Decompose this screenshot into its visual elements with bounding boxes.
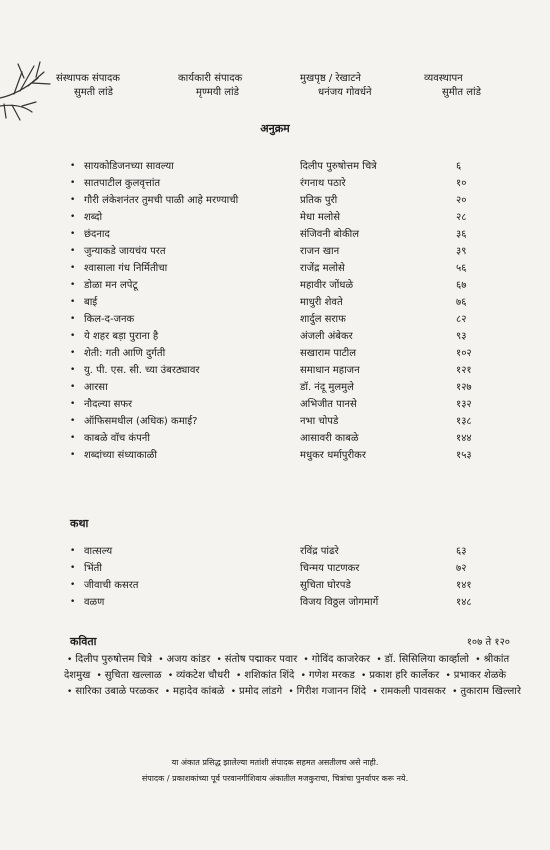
contents-entry [70,158,510,175]
katha-heading: कथा [70,517,89,530]
editorial-credits [56,72,526,118]
entry-author: विजय विठ्ठल जोगमार्गे [300,597,379,608]
entry-title: वात्सल्य [84,546,113,557]
contents-entry [70,175,510,192]
bullet-icon: • [70,365,76,375]
bullet-icon: • [361,671,367,681]
bullet-icon: • [67,655,73,665]
entry-page-number: ६७ [456,280,467,291]
entry-author: चिन्मय पाटणकर [300,563,360,574]
editorial-credit [56,72,120,100]
entry-title: जीवाची कसरत [84,580,139,591]
poet-name: सुचिता खल्लाळ [104,670,162,681]
editorial-role: कार्यकारी संपादक [178,73,243,84]
entry-page-number: २८ [456,212,467,223]
entry-author: मधुकर धर्मापुरीकर [300,450,366,461]
contents-entry [70,226,510,243]
bullet-icon: • [70,416,76,426]
entry-title: छंदनाद [84,229,110,240]
contents-entry [70,447,510,464]
entry-author: राजेंद्र मलोसे [300,263,345,274]
contents-entry [70,543,510,560]
entry-page-number: १०२ [456,348,472,359]
entry-author: सखाराम पाटील [300,348,357,359]
bullet-icon: • [300,671,306,681]
poet-name: डॉ. सिसिलिया कार्व्हालो [384,654,470,665]
entry-page-number: ३६ [456,229,467,240]
poet-name: रामकली पावसकर [380,686,446,697]
entry-title: ये शहर बड़ा पुराना है [84,331,159,342]
entry-title: शब्दांच्या संध्याकाळी [84,450,157,461]
entry-title: काबळे वॉच कंपनी [84,433,150,444]
bullet-icon: • [158,655,164,665]
contents-entry [70,192,510,209]
entry-page-number: २० [456,195,467,206]
contents-entry [70,577,510,594]
bullet-icon: • [376,655,382,665]
entry-author: संजिवनी बोकील [300,229,359,240]
poet-name: सारिका उबाळे परळकर [75,686,159,697]
bullet-icon: • [70,246,76,256]
kavita-heading-row [70,634,510,650]
entry-author: नभा चोपडे [300,416,339,427]
entry-author: महावीर जोंधळे [300,280,354,291]
contents-entry [70,594,510,611]
entry-page-number: १२७ [456,382,472,393]
entry-title: किल-द-जनक [84,314,135,325]
poet-name: शशिकांत शिंदे [244,670,295,681]
contents-entry [70,430,510,447]
editorial-name: सुमती लांडे [74,87,113,98]
editorial-credit [300,72,372,100]
entry-title: ऑफिसमधील (अधिक) कमाई? [84,416,198,427]
copyright-notice: संपादक / प्रकाशकांच्या पूर्व परवानगीशिवाय अंकातील मजकुराचा, चित्रांचा पुनर्वापर करू नये. [141,774,409,783]
editorial-name: सुमीत लांडे [442,87,481,98]
kavita-heading: कविता [70,635,97,648]
bullet-icon: • [164,687,170,697]
entry-title: सायकोडिजनच्या सावल्या [84,161,174,172]
contents-entry [70,294,510,311]
contents-entry [70,413,510,430]
entry-page-number: ७२ [456,563,467,574]
editorial-role: मुखपृष्ठ / रेखाटने [300,73,361,84]
entry-page-number: ३९ [456,246,467,257]
bullet-icon: • [167,671,174,681]
poet-name: प्रकाश हरि कार्लेकर [369,670,440,681]
entry-page-number: ९३ [456,331,467,342]
entry-title: भिंती [84,563,102,574]
contents-entry [70,277,510,294]
kavita-page-range: १०७ ते १२० [466,637,510,648]
editorial-role: संस्थापक संपादक [56,73,120,84]
contents-entry [70,328,510,345]
entry-author: रविंद्र पांढरे [300,546,339,557]
poet-name: दिलीप पुरुषोत्तम चित्रे [75,654,152,665]
entry-title: वळण [84,597,105,608]
poet-name: गिरीश गजानन शिंदे [296,686,367,697]
entry-author: प्रतिक पुरी [300,195,338,206]
contents-entry [70,362,510,379]
entry-author: सुचिता घोरपडे [300,580,351,591]
contents-entry [70,311,510,328]
bullet-icon: • [216,655,222,665]
bullet-icon: • [475,655,481,665]
bullet-icon: • [70,563,76,573]
entry-page-number: ६ [456,161,462,172]
entry-title: सातपाटील कुलवृत्तांत [84,178,161,189]
entry-author: समाधान महाजन [300,365,360,376]
entry-title: गौरी लंकेशनंतर तुमची पाळी आहे मरण्याची [84,195,239,206]
entry-page-number: ७६ [456,297,467,308]
entry-page-number: १५३ [456,450,472,461]
bullet-icon: • [70,382,76,392]
entry-title: आरसा [84,382,108,393]
entry-author: शार्दुल सराफ [300,314,346,325]
entry-page-number: १३२ [456,399,472,410]
bullet-icon: • [70,546,76,556]
bullet-icon: • [67,687,73,697]
entry-page-number: १३८ [456,416,472,427]
disclaimer-text: या अंकात प्रसिद्ध झालेल्या मतांशी संपादक सहमत असतीलच असे नाही. [171,758,379,767]
editorial-name: धनंजय गोवर्धने [318,87,372,98]
kavita-poets [64,652,524,700]
editorial-role: व्यवस्थापन [424,73,463,84]
poet-name: गोविंद काजरेकर [311,654,371,665]
entry-author: डॉ. नंदू मुलमुले [300,382,354,393]
bullet-icon: • [452,687,458,697]
poet-name: महादेव कांबळे [173,686,225,697]
bullet-icon: • [70,314,76,324]
contents-entry [70,260,510,277]
poet-name: गणेश मरकड [308,670,355,681]
contents-entry [70,560,510,577]
entry-title: शेती: गती आणि दुर्गती [84,348,166,359]
poet-name: श्रीकांत देशमुख [64,654,510,681]
entry-author: आसावरी काबळे [300,433,359,444]
katha-list [70,543,510,611]
entry-title: श्वासाला गंध निर्मितीचा [84,263,168,274]
contents-entry [70,243,510,260]
tree-sketch-icon [0,58,62,128]
entry-title: डोळा मन लपेटू [84,280,138,291]
entry-author: अंजली अंबेकर [300,331,353,342]
entry-author: माधुरी शेवते [300,297,343,308]
bullet-icon: • [70,263,76,273]
bullet-icon: • [70,580,76,590]
bullet-icon: • [372,687,378,697]
entry-page-number: १४४ [456,433,472,444]
editorial-credit [178,72,242,100]
bullet-icon: • [70,212,76,222]
poet-name: व्यंकटेश चौधरी [176,670,230,681]
entry-page-number: १४८ [456,597,472,608]
bullet-icon: • [70,229,76,239]
poet-name: प्रमोद लांडगे [239,686,283,697]
editorial-credit [424,72,481,100]
entry-page-number: १२१ [456,365,472,376]
entry-page-number: ५६ [456,263,467,274]
bullet-icon: • [303,655,309,665]
entry-page-number: १४१ [456,580,472,591]
contents-entry [70,209,510,226]
bullet-icon: • [70,161,76,171]
contents-heading: अनुक्रम [260,122,290,135]
entry-author: मेधा मलोसे [300,212,341,223]
bullet-icon: • [236,671,242,681]
entry-title: शब्दो [84,212,103,223]
poet-name: अजय कांडर [166,654,211,665]
bullet-icon: • [70,348,76,358]
entry-page-number: ८२ [456,314,467,325]
bullet-icon: • [70,331,76,341]
entry-title: यु. पी. एस. सी. च्या उंबरठ्यावर [84,365,200,376]
bullet-icon: • [70,280,76,290]
entry-author: अभिजीत पानसे [300,399,357,410]
poet-name: संतोष पद्माकर पवार [224,654,298,665]
contents-entry [70,345,510,362]
poet-name: प्रभाकर शेळके [453,670,507,681]
entry-author: राजन खान [300,246,340,257]
entry-title: जुन्याकडे जायचंय परत [84,246,166,257]
bullet-icon: • [70,597,76,607]
poet-name: तुकाराम खिल्लारे [460,686,521,697]
bullet-icon: • [70,450,76,460]
bullet-icon: • [70,178,76,188]
bullet-icon: • [70,195,76,205]
contents-list [70,158,510,464]
bullet-icon: • [70,433,76,443]
bullet-icon: • [445,671,451,681]
bullet-icon: • [96,671,102,681]
entry-title: नौदल्या सफर [84,399,133,410]
entry-author: दिलीप पुरुषोत्तम चित्रे [300,161,377,172]
entry-title: बाई [84,297,98,308]
editorial-name: मृण्मयी लांडे [196,87,239,98]
bullet-icon: • [230,687,237,697]
bullet-icon: • [70,297,76,307]
bullet-icon: • [288,687,294,697]
bullet-icon: • [70,399,76,409]
entry-author: रंगनाथ पठारे [300,178,346,189]
contents-entry [70,396,510,413]
entry-page-number: ६३ [456,546,467,557]
contents-entry [70,379,510,396]
entry-page-number: १० [456,178,467,189]
